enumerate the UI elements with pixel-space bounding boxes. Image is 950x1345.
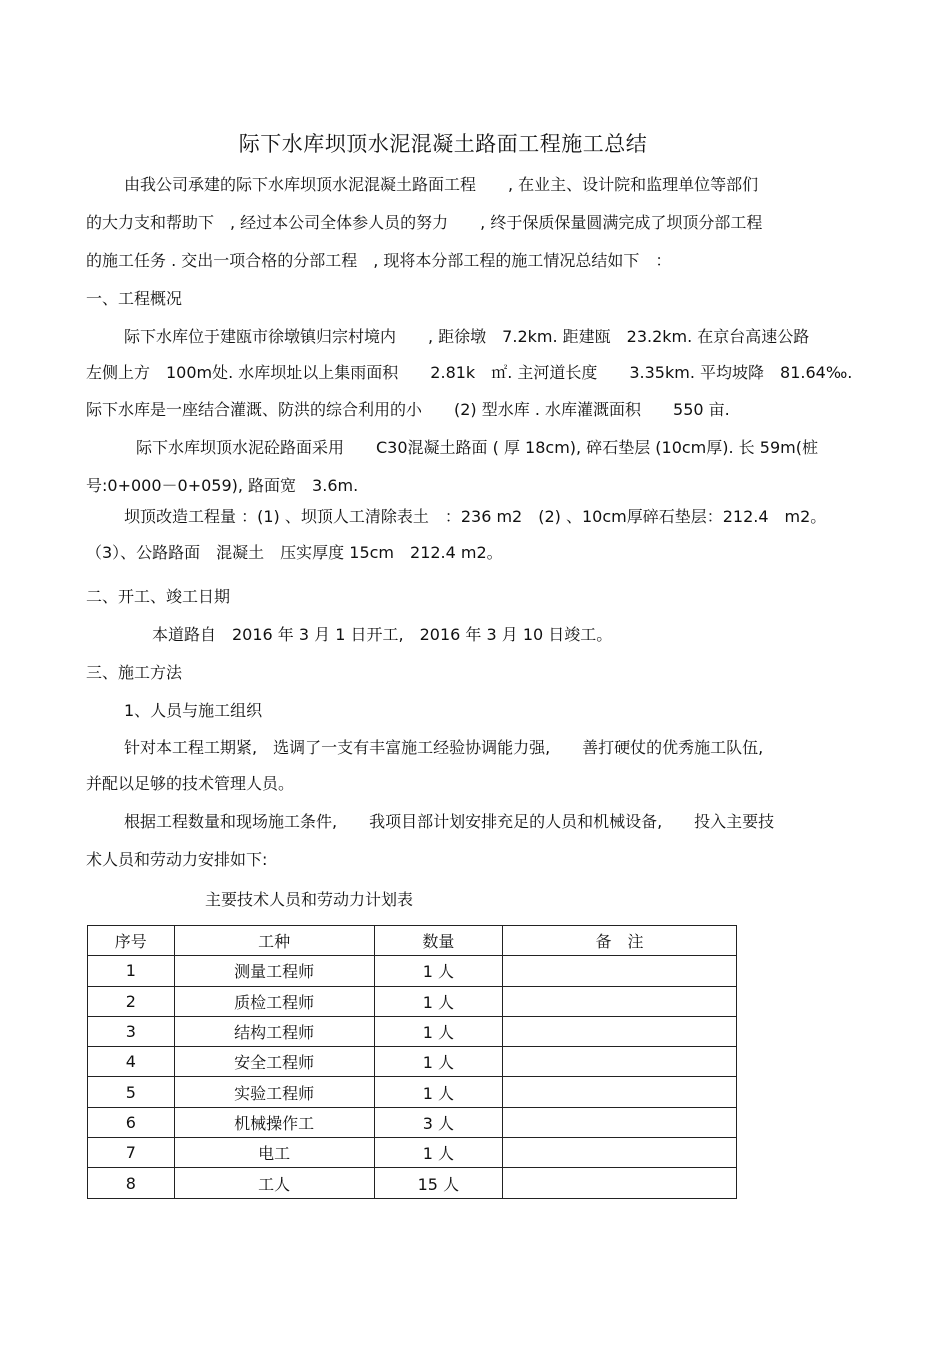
table-caption: 主要技术人员和劳动力计划表: [205, 890, 414, 909]
table-row: [88, 1107, 737, 1137]
cell-seq: 3: [88, 1016, 175, 1046]
cell-trade: 实验工程师: [174, 1077, 374, 1107]
subsection-1-heading: 1、人员与施工组织: [124, 701, 263, 720]
cell-quantity: 1 人: [374, 1138, 502, 1168]
intro-line-2: 的大力支和帮助下 , 经过本公司全体参人员的努力 , 终于保质保量圆满完成了坝顶分部工程: [86, 213, 763, 232]
table-row: [88, 1077, 737, 1107]
cell-seq: 7: [88, 1138, 175, 1168]
cell-remarks: [503, 1047, 737, 1077]
cell-trade: 质检工程师: [174, 986, 374, 1016]
cell-trade: 电工: [174, 1138, 374, 1168]
cell-remarks: [503, 1168, 737, 1198]
cell-trade: 测量工程师: [174, 956, 374, 986]
document-title: 际下水库坝顶水泥混凝土路面工程施工总结: [238, 132, 648, 156]
cell-trade: 机械操作工: [174, 1107, 374, 1137]
table-row: [88, 1138, 737, 1168]
cell-seq: 8: [88, 1168, 175, 1198]
quantity-line-1: 坝顶改造工程量 ：(1) 、坝顶人工清除表土 ：236 m2 (2) 、10cm厚碎石垫层：212.4 m2。: [124, 507, 827, 526]
cell-remarks: [503, 956, 737, 986]
organization-line-2: 并配以足够的技术管理人员。: [86, 774, 295, 793]
cell-remarks: [503, 1016, 737, 1046]
header-trade: 工种: [174, 926, 374, 956]
intro-line-3: 的施工任务 . 交出一项合格的分部工程 , 现将本分部工程的施工情况总结如下 ：: [86, 251, 672, 270]
organization-line-1: 针对本工程工期紧, 选调了一支有丰富施工经验协调能力强, 善打硬仗的优秀施工队伍,: [124, 738, 764, 757]
cell-trade: 工人: [174, 1168, 374, 1198]
cell-trade: 安全工程师: [174, 1047, 374, 1077]
overview-line-1: 际下水库位于建瓯市徐墩镇归宗村境内 , 距徐墩 7.2km. 距建瓯 23.2km. 在京台高速公路: [124, 327, 810, 346]
table-row: [88, 986, 737, 1016]
cell-remarks: [503, 1138, 737, 1168]
section-1-heading: 一、工程概况: [86, 289, 183, 308]
cell-quantity: 1 人: [374, 1016, 502, 1046]
cell-quantity: 15 人: [374, 1168, 502, 1198]
overview-line-3: 际下水库是一座结合灌溉、防洪的综合利用的小 (2) 型水库 . 水库灌溉面积 550 亩.: [86, 400, 730, 419]
table-row: [88, 1047, 737, 1077]
cell-quantity: 1 人: [374, 1077, 502, 1107]
header-quantity: 数量: [374, 926, 502, 956]
header-seq: 序号: [88, 926, 175, 956]
cell-quantity: 1 人: [374, 986, 502, 1016]
header-remarks: 备 注: [503, 926, 737, 956]
table-row: [88, 1168, 737, 1198]
table-header-row: [88, 926, 737, 956]
cell-seq: 4: [88, 1047, 175, 1077]
cell-seq: 1: [88, 956, 175, 986]
dates-line: 本道路自 2016 年 3 月 1 日开工, 2016 年 3 月 10 日竣工。: [152, 625, 613, 644]
cell-quantity: 1 人: [374, 956, 502, 986]
cell-seq: 6: [88, 1107, 175, 1137]
cell-remarks: [503, 986, 737, 1016]
table-row: [88, 956, 737, 986]
overview-line-2: 左侧上方 100m处. 水库坝址以上集雨面积 2.81k ㎡. 主河道长度 3.35km. 平均坡降 81.64‰.: [86, 363, 853, 382]
staff-plan-table: [87, 925, 737, 1199]
cell-quantity: 1 人: [374, 1047, 502, 1077]
table-row: [88, 1016, 737, 1046]
staffing-line-2: 术人员和劳动力安排如下:: [86, 850, 268, 869]
cell-seq: 5: [88, 1077, 175, 1107]
section-3-heading: 三、施工方法: [86, 663, 183, 682]
overview-road-line-1: 际下水库坝顶水泥砼路面采用 C30混凝土路面 ( 厚 18cm), 碎石垫层 (10cm厚). 长 59m(桩: [136, 438, 818, 457]
cell-remarks: [503, 1077, 737, 1107]
quantity-line-2: （3）、公路路面 混凝土 压实厚度 15cm 212.4 m2。: [86, 543, 503, 562]
cell-seq: 2: [88, 986, 175, 1016]
cell-trade: 结构工程师: [174, 1016, 374, 1046]
staffing-line-1: 根据工程数量和现场施工条件, 我项目部计划安排充足的人员和机械设备, 投入主要技: [124, 812, 775, 831]
cell-remarks: [503, 1107, 737, 1137]
overview-road-line-2: 号:0+000－0+059), 路面宽 3.6m.: [86, 476, 359, 495]
section-2-heading: 二、开工、竣工日期: [86, 587, 231, 606]
cell-quantity: 3 人: [374, 1107, 502, 1137]
intro-line-1: 由我公司承建的际下水库坝顶水泥混凝土路面工程 , 在业主、设计院和监理单位等部们: [124, 175, 759, 194]
